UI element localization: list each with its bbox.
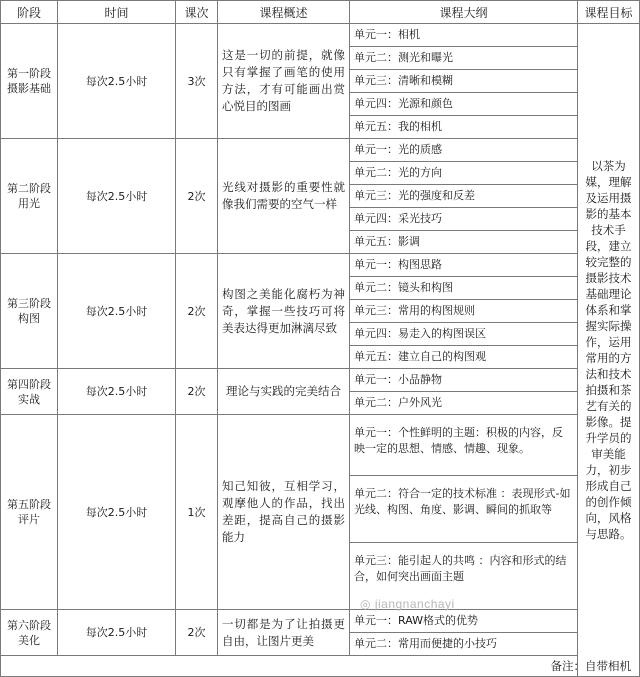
stage-sessions: 2次 <box>176 254 218 369</box>
course-goal: 以茶为媒，理解及运用摄影的基本技术手段，建立较完整的摄影技术基础理论体系和掌握实际操作，运用常用的方法和技术拍摄和茶艺有关的影像。提升学员的审美能力，初步形成自己的创作倾向，风格与思路。 <box>578 24 640 677</box>
footnote: 备注：自带相机 <box>350 656 640 677</box>
header-time: 时间 <box>58 1 176 24</box>
stage-name-line1: 第一阶段 <box>7 67 51 80</box>
stage-name-line2: 用光 <box>18 197 40 210</box>
stage-sessions: 2次 <box>176 610 218 656</box>
stage-name-line1: 第三阶段 <box>7 297 51 310</box>
stage-name <box>1 254 58 369</box>
stage-time: 每次2.5小时 <box>58 139 176 254</box>
stage-overview: 理论与实践的完美结合 <box>218 369 350 415</box>
stage-name-line1: 第五阶段 <box>7 498 51 511</box>
header-outline: 课程大纲 <box>350 1 578 24</box>
stage-name-line1: 第二阶段 <box>7 182 51 195</box>
stage-sessions: 1次 <box>176 415 218 610</box>
watermark-text: jiangnanchayi <box>374 597 455 611</box>
unit-item: 单元三：光的强度和反差 <box>350 185 578 208</box>
stage-overview: 一切都是为了让拍摄更自由，让图片更美 <box>218 610 350 656</box>
header-stage: 阶段 <box>1 1 58 24</box>
stage-overview: 光线对摄影的重要性就像我们需要的空气一样 <box>218 139 350 254</box>
unit-item: 单元五：影调 <box>350 231 578 254</box>
unit-item: 单元二：常用而便捷的小技巧 <box>350 633 578 656</box>
header-goal: 课程目标 <box>578 1 640 24</box>
stage-overview: 构图之美能化腐朽为神奇，掌握一些技巧可将美表达得更加淋漓尽致 <box>218 254 350 369</box>
stage-name-line1: 第六阶段 <box>7 618 51 632</box>
unit-item: 单元五：我的相机 <box>350 116 578 139</box>
unit-item: 单元四：光源和颜色 <box>350 93 578 116</box>
stage-name-line2: 构图 <box>18 312 40 325</box>
stage-name <box>1 415 58 610</box>
header-row <box>1 1 640 24</box>
unit-item: 单元二：户外风光 <box>350 392 578 415</box>
stage-sessions: 2次 <box>176 369 218 415</box>
unit-item: 单元四：易走入的构图误区 <box>350 323 578 346</box>
header-overview: 课程概述 <box>218 1 350 24</box>
stage-name <box>1 369 58 415</box>
unit-item: 单元三：能引起人的共鸣 ：内容和形式的结合，如何突出画面主题 <box>350 543 578 610</box>
unit-item: 单元二：测光和曝光 <box>350 47 578 70</box>
stage-name <box>1 139 58 254</box>
unit-item: 单元一：小品静物 <box>350 369 578 392</box>
footnote-row <box>1 656 640 677</box>
unit-item: 单元三：常用的构图规则 <box>350 300 578 323</box>
unit-item: 单元三：清晰和模糊 <box>350 70 578 93</box>
stage-sessions: 3次 <box>176 24 218 139</box>
stage-name <box>1 610 58 656</box>
table-row <box>1 415 640 476</box>
table-row <box>1 139 640 162</box>
unit-item: 单元一：构图思路 <box>350 254 578 277</box>
stage-time: 每次2.5小时 <box>58 24 176 139</box>
stage-name-line2: 实战 <box>18 392 40 406</box>
stage-name-line1: 第四阶段 <box>7 377 51 391</box>
wechat-icon: ◎ <box>360 597 375 611</box>
unit-item: 单元五：建立自己的构图观 <box>350 346 578 369</box>
unit-item: 单元一：RAW格式的优势 <box>350 610 578 633</box>
stage-time: 每次2.5小时 <box>58 610 176 656</box>
stage-name-line2: 美化 <box>18 633 40 647</box>
footnote-spacer <box>1 656 350 677</box>
stage-name-line2: 摄影基础 <box>7 82 51 95</box>
stage-name-line2: 评片 <box>18 513 40 526</box>
unit-item: 单元二：镜头和构图 <box>350 277 578 300</box>
stage-overview: 这是一切的前提，就像只有掌握了画笔的使用方法，才有可能画出赏心悦目的图画 <box>218 24 350 139</box>
table-row <box>1 610 640 633</box>
table-row <box>1 24 640 47</box>
stage-overview: 知己知彼，互相学习，观摩他人的作品，找出差距，提高自己的摄影能力 <box>218 415 350 610</box>
unit-item: 单元一：个性鲜明的主题：积极的内容，反映一定的思想、情感、情趣、现象。 <box>350 415 578 476</box>
stage-time: 每次2.5小时 <box>58 415 176 610</box>
stage-sessions: 2次 <box>176 139 218 254</box>
stage-time: 每次2.5小时 <box>58 254 176 369</box>
table-row <box>1 369 640 392</box>
unit-item: 单元四：采光技巧 <box>350 208 578 231</box>
header-sessions: 课次 <box>176 1 218 24</box>
stage-name <box>1 24 58 139</box>
unit-item: 单元二：光的方向 <box>350 162 578 185</box>
stage-time: 每次2.5小时 <box>58 369 176 415</box>
unit-item: 单元一：光的质感 <box>350 139 578 162</box>
table-row <box>1 254 640 277</box>
unit-item: 单元二：符合一定的技术标准 ：表现形式-如光线、构图、角度、影调、瞬间的抓取等 <box>350 476 578 543</box>
unit-item: 单元一：相机 <box>350 24 578 47</box>
